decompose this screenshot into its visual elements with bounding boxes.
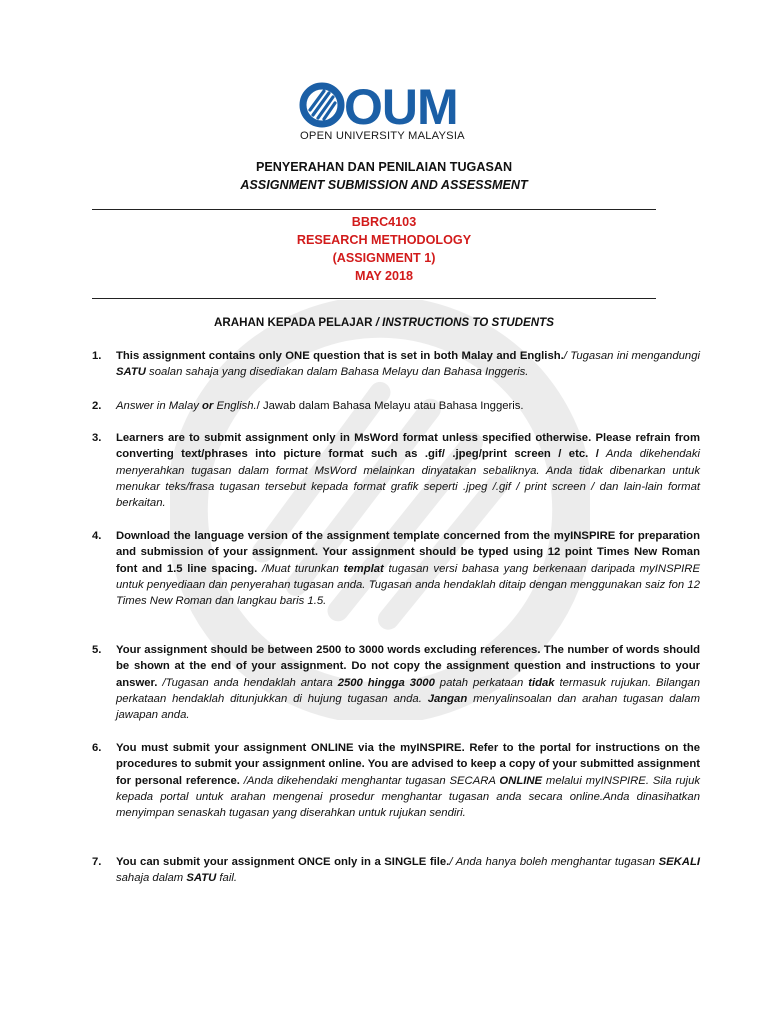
item-text-malay: /Anda dikehendaki menghantar tugasan SECARA: [239, 774, 500, 787]
item-text: . The number of words should be shown at the end of your assignment.: [116, 644, 701, 673]
item-text-emphasis: SINGLE: [384, 856, 427, 868]
item-number: 4.: [92, 530, 102, 542]
item-text: file.: [426, 856, 450, 868]
logo-tagline: OPEN UNIVERSITY MALAYSIA: [300, 130, 465, 142]
item-text-emphasis: ONE: [285, 350, 310, 362]
list-item: [92, 430, 700, 511]
item-text-emphasis: 2500 to 3000 words excluding references: [316, 644, 538, 656]
item-text-malay: / Anda hanya boleh menghantar tugasan: [449, 856, 659, 868]
item-text-emphasis: assignment template: [326, 530, 440, 542]
item-text-emphasis: or: [202, 400, 214, 412]
item-text-emphasis: Do not: [351, 660, 389, 673]
instructions-title-separator: /: [372, 316, 383, 329]
course-code: BBRC4103: [351, 215, 417, 229]
item-text: concerned from the myINSPIRE for preparation and submission of your assignment. Your assignment should be typed using 12 point Times New Roman font and 1.5 line spacing.: [116, 530, 700, 575]
item-text-malay: Anda dikehendaki menyerahkan tugasan dalam format MsWord melainkan dinyatakan sebaliknya. Anda tidak dibenarkan untuk menukar teks/frasa tugasan tersebut kepada format grafik seperti .jpeg /.gif / print screen / dan lain-lain format berkaitan.: [116, 448, 700, 510]
item-text-malay: fail.: [216, 872, 237, 885]
list-item: [92, 398, 700, 414]
item-text-emphasis: ONCE: [297, 856, 331, 868]
item-text: question that is set in both Malay and English.: [309, 350, 564, 362]
item-text: only in a: [330, 856, 385, 868]
session-date: MAY 2018: [354, 269, 414, 283]
item-text-malay: /Muat turunkan: [257, 562, 344, 575]
item-text-malay: patah perkataan: [434, 676, 529, 689]
item-number: 3.: [92, 432, 102, 444]
item-text-malay: /Tugasan anda hendaklah antara: [157, 676, 338, 689]
list-item: [92, 528, 700, 609]
item-number: 6.: [92, 742, 102, 754]
item-text-emphasis: tidak: [528, 676, 555, 689]
item-text-malay: / Tugasan ini mengandungi: [563, 350, 700, 362]
item-text-emphasis: Jangan: [427, 692, 468, 705]
item-text-emphasis: ONLINE: [310, 742, 354, 754]
instructions-title-malay: ARAHAN KEPADA PELAJAR: [214, 316, 373, 329]
item-text-malay: melalui myINSPIRE. Sila rujuk kepada portal untuk arahan mengenai prosedur menghantar tugasan anda secara online.Anda dinasihatkan menyimpan senaskah tugasan yang diserahkan untuk rujukan sendiri.: [116, 774, 700, 820]
item-number: 1.: [92, 350, 102, 362]
item-number: 5.: [92, 644, 102, 656]
item-text-malay: sahaja dalam: [116, 872, 187, 885]
item-text: Answer in Malay: [116, 400, 203, 412]
divider-bottom: [92, 298, 656, 299]
item-text: English.: [213, 400, 257, 412]
item-text-malay: tugasan versi bahasa yang berkenaan daripada myINSPIRE untuk penyediaan dan penyerahan tugasan anda. Tugasan anda hendaklah ditaip dengan menggunakan saiz fon 12 Times New Roman dan langkau baris 1.5.: [116, 562, 700, 608]
divider-top: [92, 209, 656, 210]
course-name: RESEARCH METHODOLOGY: [296, 233, 472, 247]
item-text-malay: termasuk rujukan. Bilangan perkataan hendaklah ditunjukkan di hujung tugasan anda.: [116, 676, 700, 705]
item-text: You can submit your assignment: [116, 856, 298, 868]
item-text-emphasis: ONLINE: [499, 774, 543, 787]
item-text: Your assignment should be between: [116, 644, 317, 656]
instructions-title-english: INSTRUCTIONS TO STUDENTS: [382, 316, 554, 329]
item-text: via the myINSPIRE. Refer to the portal for instructions on the procedures to submit your assignment online. You are advised to keep a copy of your submitted assignment for personal reference.: [116, 742, 701, 787]
item-text: This assignment contains only: [116, 350, 286, 362]
item-text-emphasis: SEKALI: [658, 856, 700, 868]
item-number: 7.: [92, 856, 102, 868]
item-text-emphasis: SATU: [116, 366, 146, 379]
item-text-emphasis: templat: [343, 562, 384, 575]
item-text: Download the language version of the: [116, 530, 327, 542]
item-number: 2.: [92, 400, 102, 412]
item-text-malay: / Jawab dalam Bahasa Melayu atau Bahasa Inggeris.: [256, 400, 524, 412]
item-text-malay: soalan sahaja yang disediakan dalam Bahasa Melayu dan Bahasa Inggeris.: [145, 366, 529, 379]
item-text-malay: menyalinsoalan dan arahan tugasan dalam jawapan anda.: [116, 692, 700, 722]
heading-english: ASSIGNMENT SUBMISSION AND ASSESSMENT: [240, 178, 528, 192]
heading-malay: PENYERAHAN DAN PENILAIAN TUGASAN: [255, 160, 513, 174]
item-text: copy the assignment question and instructions to your answer.: [116, 660, 700, 689]
item-text: You must submit your assignment: [116, 742, 311, 754]
list-item: [92, 348, 700, 381]
list-item: [92, 854, 700, 887]
item-text: Learners are to submit assignment only in MsWord format unless specified otherwise. Please refrain from converting text/phrases into picture format such as .gif/ .jpeg/print screen / etc. /: [116, 432, 700, 461]
logo-wordmark: OUM: [344, 79, 458, 135]
list-item: [92, 642, 700, 723]
item-text-emphasis: SATU: [186, 872, 217, 885]
instructions-title: [0, 316, 768, 329]
assignment-number: (ASSIGNMENT 1): [332, 251, 436, 265]
list-item: [92, 740, 700, 821]
item-text-emphasis: 2500 hingga 3000: [337, 676, 435, 689]
